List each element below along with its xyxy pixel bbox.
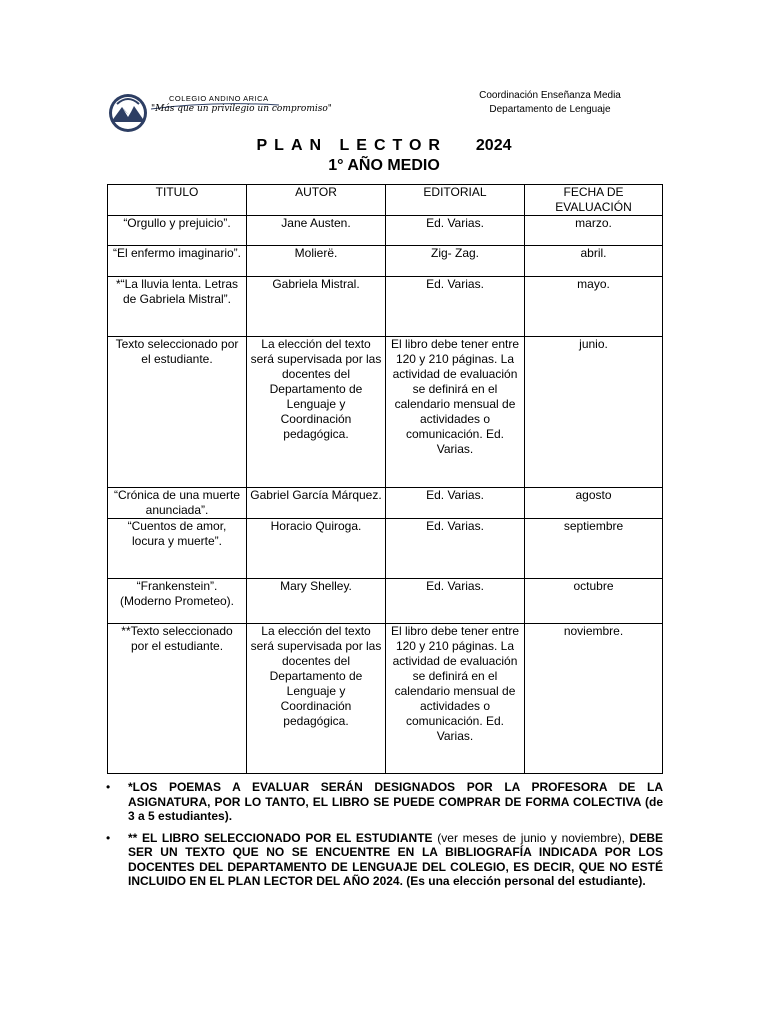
table-row	[108, 579, 663, 624]
footnote-text: *LOS POEMAS A EVALUAR SERÁN DESIGNADOS POR LA PROFESORA DE LA ASIGNATURA, POR LO TANTO, EL LIBRO SE PUEDE COMPRAR DE FORMA COLECTIVA (de 3 a 5 estudiantes).	[128, 780, 663, 823]
cell-fecha: octubre	[525, 579, 663, 624]
department-line: Departamento de Lenguaje	[489, 104, 611, 115]
page-title	[0, 137, 768, 155]
cell-autor: La elección del texto será supervisada por las docentes del Departamento de Lenguaje y Coordinación pedagógica.	[247, 337, 386, 488]
plan-year: 2024	[475, 137, 512, 154]
cell-autor: La elección del texto será supervisada por las docentes del Departamento de Lenguaje y Coordinación pedagógica.	[247, 624, 386, 774]
table-row	[108, 277, 663, 337]
cell-autor: Jane Austen.	[247, 216, 386, 246]
table-row	[108, 488, 663, 519]
cell-editorial: Ed. Varias.	[386, 277, 525, 337]
header-editorial: EDITORIAL	[386, 185, 525, 216]
cell-titulo: “Crónica de una muerte anunciada”.	[108, 488, 247, 519]
cell-titulo: Texto seleccionado por el estudiante.	[108, 337, 247, 488]
cell-titulo: “El enfermo imaginario”.	[108, 246, 247, 277]
header-autor: AUTOR	[247, 185, 386, 216]
cell-fecha: mayo.	[525, 277, 663, 337]
cell-editorial: Ed. Varias.	[386, 579, 525, 624]
school-logo	[107, 92, 332, 134]
school-motto: "Más que un privilegio un compromiso"	[151, 104, 332, 114]
table-row	[108, 337, 663, 488]
cell-editorial: Ed. Varias.	[386, 519, 525, 579]
cell-fecha: marzo.	[525, 216, 663, 246]
footnote-text-c: DEBE SER UN TEXTO QUE NO SE ENCUENTRE EN LA BIBLIOGRAFÍA INDICADA POR LOS DOCENTES DEL DEPARTAMENTO DE LENGUAJE DEL COLEGIO, ES DECIR, QUE NO ESTÉ INCLUIDO EN EL PLAN LECTOR DEL AÑO 2024. (Es una elección personal del estudiante).	[128, 830, 663, 888]
cell-editorial: Zig- Zag.	[386, 246, 525, 277]
table-row	[108, 519, 663, 579]
cell-editorial: El libro debe tener entre 120 y 210 páginas. La actividad de evaluación se definirá en el calendario mensual de actividades o comunicación. Ed. Varias.	[386, 337, 525, 488]
bullet-icon: •	[106, 830, 111, 845]
cell-fecha: septiembre	[525, 519, 663, 579]
school-name: COLEGIO ANDINO ARICA	[169, 94, 269, 103]
cell-fecha: noviembre.	[525, 624, 663, 774]
cell-titulo: “Frankenstein”. (Moderno Prometeo).	[108, 579, 247, 624]
footnote-text-a: ** EL LIBRO SELECCIONADO POR EL ESTUDIANTE	[128, 830, 433, 845]
footnote-text-b: (ver meses de junio y noviembre),	[432, 830, 630, 845]
header-titulo: TITULO	[108, 185, 247, 216]
bullet-icon: •	[106, 780, 111, 794]
coordination-line: Coordinación Enseñanza Media	[479, 90, 621, 101]
header-fecha: FECHA DE EVALUACIÓN	[525, 185, 663, 216]
table-row	[108, 246, 663, 277]
reading-plan-table	[107, 184, 663, 774]
cell-editorial: Ed. Varias.	[386, 488, 525, 519]
mountain-emblem-icon	[107, 92, 149, 134]
coordination-header	[440, 89, 660, 117]
footnotes	[106, 780, 663, 896]
cell-fecha: junio.	[525, 337, 663, 488]
cell-autor: Gabriel García Márquez.	[247, 488, 386, 519]
level-title: 1° AÑO MEDIO	[328, 157, 440, 174]
cell-titulo: *“La lluvia lenta. Letras de Gabriela Mistral”.	[108, 277, 247, 337]
cell-editorial: El libro debe tener entre 120 y 210 páginas. La actividad de evaluación se definirá en el calendario mensual de actividades o comunicación. Ed. Varias.	[386, 624, 525, 774]
table-row	[108, 216, 663, 246]
cell-titulo: “Cuentos de amor, locura y muerte”.	[108, 519, 247, 579]
table-header-row	[108, 185, 663, 216]
footnote-student-book	[106, 831, 663, 889]
cell-fecha: agosto	[525, 488, 663, 519]
cell-titulo: **Texto seleccionado por el estudiante.	[108, 624, 247, 774]
cell-titulo: “Orgullo y prejuicio”.	[108, 216, 247, 246]
cell-editorial: Ed. Varias.	[386, 216, 525, 246]
plan-lector-title: PLAN LECTOR	[256, 137, 447, 154]
cell-fecha: abril.	[525, 246, 663, 277]
cell-autor: Mary Shelley.	[247, 579, 386, 624]
footnote-poems	[106, 780, 663, 824]
cell-autor: Molierë.	[247, 246, 386, 277]
cell-autor: Gabriela Mistral.	[247, 277, 386, 337]
table-row	[108, 624, 663, 774]
cell-autor: Horacio Quiroga.	[247, 519, 386, 579]
